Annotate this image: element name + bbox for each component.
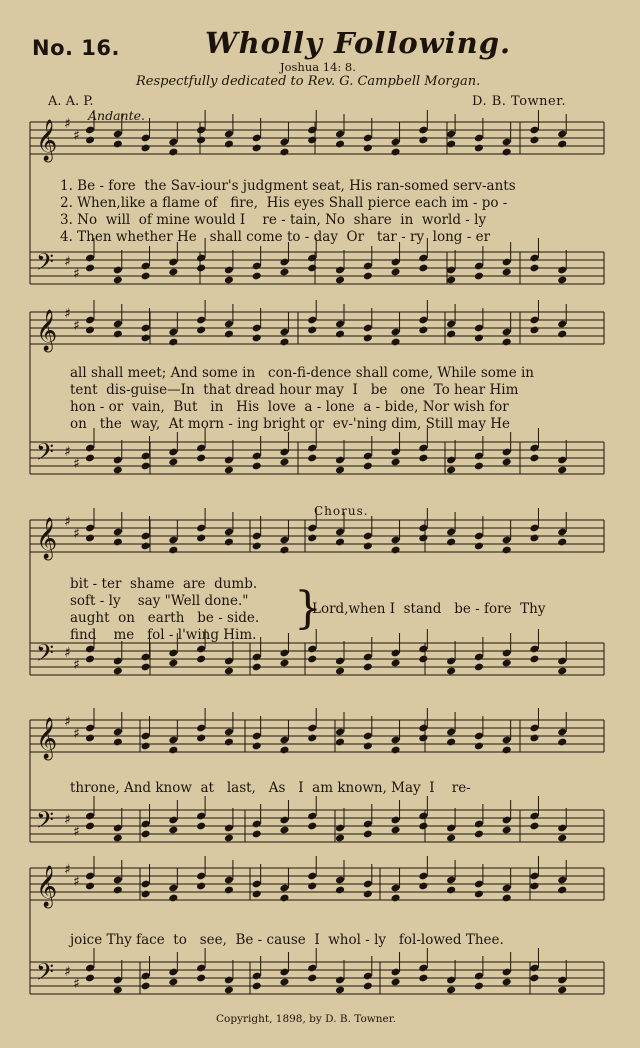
note-head (474, 542, 484, 551)
note-head (502, 458, 512, 467)
note-head (446, 886, 456, 895)
note-head (474, 144, 484, 153)
key-sharp: ♯ (64, 116, 71, 132)
key-sharp: ♯ (73, 128, 80, 144)
note-head (168, 826, 178, 835)
note-head (224, 738, 234, 747)
note-head (529, 454, 539, 463)
key-sharp: ♯ (64, 306, 71, 322)
note-head (446, 538, 456, 547)
note-head (307, 655, 317, 664)
note-head (474, 272, 484, 281)
note-head (529, 136, 539, 145)
note-head (502, 978, 512, 987)
key-sharp: ♯ (64, 964, 71, 980)
note-head (224, 886, 234, 895)
note-head (474, 663, 484, 672)
verse-brace: } (294, 583, 322, 634)
note-head (529, 882, 539, 891)
verse-2-line-3: soft - ly say "Well done." (70, 593, 249, 609)
note-head (391, 659, 401, 668)
composer: D. B. Towner. (472, 94, 567, 109)
note-head (196, 534, 206, 543)
note-head (363, 890, 373, 899)
verse-4-line-2: on the way, At morn - ing bright or ev-'ning dim, Still may He (70, 416, 511, 432)
note-head (168, 268, 178, 277)
note-head (307, 534, 317, 543)
note-head (113, 886, 123, 895)
note-head (252, 144, 262, 153)
treble-clef: 𝄞 (36, 120, 58, 161)
note-head (307, 136, 317, 145)
note-head (279, 338, 289, 347)
note-head (113, 738, 123, 747)
note-head (85, 534, 95, 543)
key-sharp: ♯ (73, 824, 80, 840)
note-head (502, 826, 512, 835)
note-head (557, 330, 567, 339)
note-head (196, 326, 206, 335)
treble-clef: 𝄞 (36, 718, 58, 759)
key-sharp: ♯ (73, 266, 80, 282)
note-head (113, 538, 123, 547)
verse-1-line-2: all shall meet; And some in con-fi-dence shall come, While some in (70, 365, 534, 381)
note-head (474, 334, 484, 343)
note-head (529, 822, 539, 831)
note-head (279, 746, 289, 755)
verse-4-line-1: 4. Then whether He shall come to - day Or tar - ry long - er (60, 229, 491, 245)
note-head (85, 734, 95, 743)
note-head (502, 894, 512, 903)
note-head (502, 659, 512, 668)
note-head (335, 276, 345, 285)
note-head (418, 534, 428, 543)
note-head (418, 882, 428, 891)
note-head (252, 830, 262, 839)
note-head (529, 734, 539, 743)
verse-4-line-3: find me fol - l'wing Him. (70, 627, 257, 643)
note-head (363, 663, 373, 672)
note-head (224, 466, 234, 475)
note-head (529, 655, 539, 664)
note-head (307, 734, 317, 743)
chorus-line-2: throne, And know at last, As I am known, May I re- (70, 780, 471, 796)
note-head (446, 667, 456, 676)
key-sharp: ♯ (64, 645, 71, 661)
verse-3-line-1: 3. No will of mine would I re - tain, No share in world - ly (60, 212, 487, 228)
note-head (391, 546, 401, 555)
note-head (363, 334, 373, 343)
note-head (85, 974, 95, 983)
note-head (474, 830, 484, 839)
note-head (418, 822, 428, 831)
treble-clef: 𝄞 (36, 310, 58, 351)
verse-2-line-2: tent dis-guise—In that dread hour may I be one To hear Him (70, 382, 519, 398)
note-head (196, 136, 206, 145)
note-head (474, 462, 484, 471)
lyricist: A. A. P. (48, 94, 94, 109)
key-sharp: ♯ (73, 526, 80, 542)
note-head (113, 834, 123, 843)
bass-clef: 𝄢 (36, 438, 55, 471)
note-head (113, 466, 123, 475)
note-head (168, 458, 178, 467)
note-head (307, 454, 317, 463)
note-head (391, 826, 401, 835)
note-head (85, 655, 95, 664)
key-sharp: ♯ (64, 254, 71, 270)
note-head (168, 894, 178, 903)
note-head (529, 326, 539, 335)
verse-3-line-2: hon - or vain, But in His love a - lone a - bide, Nor wish for (70, 399, 509, 415)
note-head (363, 742, 373, 751)
note-head (391, 746, 401, 755)
note-head (279, 978, 289, 987)
note-head (474, 890, 484, 899)
note-head (446, 330, 456, 339)
note-head (335, 538, 345, 547)
note-head (141, 334, 151, 343)
verse-1-line-1: 1. Be - fore the Sav-iour's judgment seat, His ran-somed serv-ants (60, 178, 516, 194)
copyright-notice: Copyright, 1898, by D. B. Towner. (216, 1013, 396, 1025)
key-sharp: ♯ (64, 444, 71, 460)
note-head (224, 834, 234, 843)
note-head (335, 466, 345, 475)
note-head (557, 886, 567, 895)
note-head (474, 982, 484, 991)
note-head (196, 264, 206, 273)
note-head (252, 890, 262, 899)
note-head (113, 276, 123, 285)
note-head (141, 462, 151, 471)
note-head (446, 738, 456, 747)
note-head (196, 822, 206, 831)
note-head (168, 746, 178, 755)
note-head (168, 148, 178, 157)
note-head (224, 667, 234, 676)
note-head (113, 986, 123, 995)
note-head (335, 986, 345, 995)
note-head (335, 667, 345, 676)
note-head (529, 264, 539, 273)
note-head (113, 667, 123, 676)
key-sharp: ♯ (64, 812, 71, 828)
note-head (335, 886, 345, 895)
note-head (196, 734, 206, 743)
note-head (307, 974, 317, 983)
chorus-label: Chorus. (314, 504, 369, 518)
key-sharp: ♯ (73, 657, 80, 673)
note-head (557, 276, 567, 285)
note-head (85, 882, 95, 891)
note-head (141, 890, 151, 899)
note-head (446, 986, 456, 995)
note-head (224, 330, 234, 339)
bass-clef: 𝄢 (36, 958, 55, 991)
tempo-marking: Andante. (88, 108, 145, 123)
note-head (252, 542, 262, 551)
chorus-line-1: Lord,when I stand be - fore Thy (312, 601, 546, 617)
note-head (391, 978, 401, 987)
note-head (335, 738, 345, 747)
note-head (363, 982, 373, 991)
note-head (557, 738, 567, 747)
note-head (141, 663, 151, 672)
note-head (307, 326, 317, 335)
note-head (557, 140, 567, 149)
note-head (363, 830, 373, 839)
note-head (391, 268, 401, 277)
note-head (335, 330, 345, 339)
hymn-title: Wholly Following. (205, 26, 512, 60)
note-head (335, 140, 345, 149)
note-head (252, 462, 262, 471)
note-head (529, 974, 539, 983)
note-head (391, 338, 401, 347)
key-sharp: ♯ (64, 862, 71, 878)
note-head (446, 140, 456, 149)
note-head (252, 982, 262, 991)
note-head (196, 974, 206, 983)
note-head (168, 338, 178, 347)
key-sharp: ♯ (73, 726, 80, 742)
note-head (418, 655, 428, 664)
note-head (141, 830, 151, 839)
note-head (418, 974, 428, 983)
key-sharp: ♯ (73, 874, 80, 890)
bass-clef: 𝄢 (36, 639, 55, 672)
note-head (307, 264, 317, 273)
note-head (363, 144, 373, 153)
note-head (391, 894, 401, 903)
note-head (502, 338, 512, 347)
note-head (85, 454, 95, 463)
note-head (224, 986, 234, 995)
note-head (196, 454, 206, 463)
note-head (224, 140, 234, 149)
note-head (85, 264, 95, 273)
note-head (557, 538, 567, 547)
note-head (252, 272, 262, 281)
key-sharp: ♯ (73, 456, 80, 472)
key-sharp: ♯ (73, 976, 80, 992)
note-head (252, 663, 262, 672)
verse-3-line-3: aught on earth be - side. (70, 610, 260, 626)
scripture-reference: Joshua 14: 8. (280, 60, 356, 74)
chorus-line-3: joice Thy face to see, Be - cause I whol - ly fol-lowed Thee. (70, 932, 504, 948)
note-head (363, 272, 373, 281)
key-sharp: ♯ (73, 318, 80, 334)
dedication: Respectfully dedicated to Rev. G. Campbell Morgan. (136, 74, 481, 89)
note-head (168, 978, 178, 987)
note-head (418, 264, 428, 273)
note-head (168, 546, 178, 555)
note-head (168, 659, 178, 668)
verse-1-line-3: bit - ter shame are dumb. (70, 576, 258, 592)
note-head (279, 458, 289, 467)
note-head (502, 546, 512, 555)
note-head (252, 334, 262, 343)
note-head (196, 655, 206, 664)
note-head (502, 268, 512, 277)
note-head (85, 136, 95, 145)
note-head (502, 746, 512, 755)
note-head (363, 542, 373, 551)
note-head (418, 454, 428, 463)
note-head (85, 326, 95, 335)
note-head (557, 834, 567, 843)
bass-clef: 𝄢 (36, 806, 55, 839)
note-head (363, 462, 373, 471)
note-head (252, 742, 262, 751)
note-head (85, 822, 95, 831)
note-head (141, 742, 151, 751)
treble-clef: 𝄞 (36, 518, 58, 559)
note-head (141, 542, 151, 551)
note-head (529, 534, 539, 543)
note-head (141, 982, 151, 991)
note-head (557, 667, 567, 676)
note-head (224, 276, 234, 285)
key-sharp: ♯ (64, 714, 71, 730)
note-head (418, 136, 428, 145)
note-head (557, 986, 567, 995)
note-head (307, 882, 317, 891)
treble-clef: 𝄞 (36, 866, 58, 907)
note-head (502, 148, 512, 157)
bass-clef: 𝄢 (36, 248, 55, 281)
key-sharp: ♯ (64, 514, 71, 530)
note-head (446, 276, 456, 285)
note-head (391, 148, 401, 157)
note-head (279, 894, 289, 903)
verse-2-line-1: 2. When,like a flame of fire, His eyes Shall pierce each im - po - (60, 195, 508, 211)
note-head (307, 822, 317, 831)
note-head (279, 268, 289, 277)
note-head (113, 140, 123, 149)
note-head (141, 272, 151, 281)
note-head (418, 326, 428, 335)
note-head (224, 538, 234, 547)
note-head (446, 834, 456, 843)
note-head (391, 458, 401, 467)
hymn-number: No. 16. (32, 36, 120, 60)
note-head (279, 826, 289, 835)
note-head (196, 882, 206, 891)
note-head (418, 734, 428, 743)
note-head (446, 466, 456, 475)
note-head (557, 466, 567, 475)
note-head (279, 659, 289, 668)
note-head (141, 144, 151, 153)
note-head (474, 742, 484, 751)
note-head (113, 330, 123, 339)
note-head (279, 546, 289, 555)
note-head (279, 148, 289, 157)
note-head (335, 834, 345, 843)
